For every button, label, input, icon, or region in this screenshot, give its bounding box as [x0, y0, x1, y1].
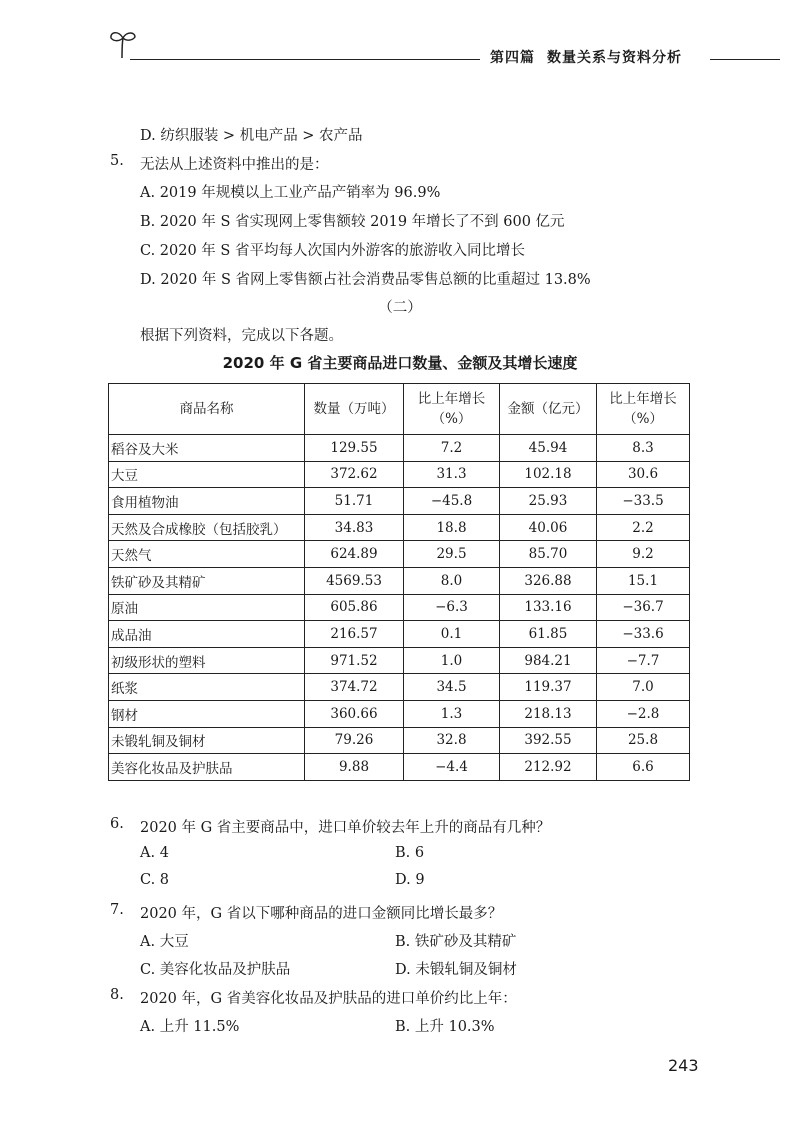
q5-option-a[interactable]: A. 2019 年规模以上工业产品产销率为 96.9% — [140, 185, 441, 201]
cell-qty: 624.89 — [305, 541, 404, 568]
header-qty-growth-line2: （%） — [431, 411, 472, 427]
cell-name: 天然气 — [109, 541, 305, 568]
cell-qty: 79.26 — [305, 727, 404, 754]
cell-qty: 372.62 — [305, 461, 404, 488]
prev-option-d: D. 纺织服装 > 机电产品 > 农产品 — [140, 128, 363, 144]
cell-name: 纸浆 — [109, 674, 305, 701]
chapter-part: 第四篇 — [490, 50, 535, 66]
cell-amount-growth: 2.2 — [597, 514, 690, 541]
q6-option-d[interactable]: D. 9 — [395, 872, 425, 888]
cell-qty-growth: 34.5 — [404, 674, 500, 701]
cell-qty-growth: 31.3 — [404, 461, 500, 488]
cell-qty-growth: 29.5 — [404, 541, 500, 568]
cell-qty: 374.72 — [305, 674, 404, 701]
header-qty: 数量（万吨） — [305, 384, 404, 435]
q5-option-c[interactable]: C. 2020 年 S 省平均每人次国内外游客的旅游收入同比增长 — [140, 243, 525, 259]
cell-qty-growth: −6.3 — [404, 594, 500, 621]
cell-name: 食用植物油 — [109, 488, 305, 515]
q6-option-a[interactable]: A. 4 — [140, 845, 169, 861]
cell-amount: 61.85 — [500, 621, 597, 648]
cell-qty: 34.83 — [305, 514, 404, 541]
cell-name: 铁矿砂及其精矿 — [109, 567, 305, 594]
cell-amount: 133.16 — [500, 594, 597, 621]
cell-amount-growth: −33.5 — [597, 488, 690, 515]
cell-qty-growth: 32.8 — [404, 727, 500, 754]
header-qty-growth — [404, 384, 500, 435]
header-amount-growth — [597, 384, 690, 435]
header-amount-growth-line1: 比上年增长 — [609, 391, 677, 407]
cell-qty: 9.88 — [305, 754, 404, 781]
table-row — [109, 621, 690, 648]
cell-amount-growth: 8.3 — [597, 435, 690, 462]
q5-stem: 无法从上述资料中推出的是： — [140, 157, 329, 173]
cell-qty: 360.66 — [305, 700, 404, 727]
cell-amount-growth: 6.6 — [597, 754, 690, 781]
q5-option-b[interactable]: B. 2020 年 S 省实现网上零售额较 2019 年增长了不到 600 亿元 — [140, 214, 565, 230]
cell-qty-growth: 18.8 — [404, 514, 500, 541]
table-row — [109, 647, 690, 674]
table-row — [109, 567, 690, 594]
table-row — [109, 754, 690, 781]
table-row — [109, 727, 690, 754]
cell-qty-growth: 1.3 — [404, 700, 500, 727]
cell-amount: 25.93 — [500, 488, 597, 515]
q7-option-a[interactable]: A. 大豆 — [140, 934, 189, 950]
q7-option-d[interactable]: D. 未锻轧铜及铜材 — [395, 962, 517, 978]
table-row — [109, 461, 690, 488]
cell-amount-growth: 9.2 — [597, 541, 690, 568]
q8-option-b[interactable]: B. 上升 10.3% — [395, 1019, 495, 1035]
cell-qty-growth: 7.2 — [404, 435, 500, 462]
cell-qty: 605.86 — [305, 594, 404, 621]
table-header-row — [109, 384, 690, 435]
cell-name: 原油 — [109, 594, 305, 621]
cell-qty-growth: 8.0 — [404, 567, 500, 594]
cell-qty: 51.71 — [305, 488, 404, 515]
q5-option-d[interactable]: D. 2020 年 S 省网上零售额占社会消费品零售总额的比重超过 13.8% — [140, 272, 591, 288]
header-qty-growth-line1: 比上年增长 — [417, 391, 486, 407]
q8-option-a[interactable]: A. 上升 11.5% — [140, 1019, 240, 1035]
cell-qty-growth: −45.8 — [404, 488, 500, 515]
cell-amount: 218.13 — [500, 700, 597, 727]
cell-amount-growth: −2.8 — [597, 700, 690, 727]
cell-amount: 85.70 — [500, 541, 597, 568]
cell-amount: 212.92 — [500, 754, 597, 781]
header-rule-left — [130, 59, 480, 60]
cell-qty-growth: 1.0 — [404, 647, 500, 674]
table-row — [109, 488, 690, 515]
q6-stem: 2020 年 G 省主要商品中，进口单价较去年上升的商品有几种？ — [140, 820, 551, 836]
cell-amount: 326.88 — [500, 567, 597, 594]
page-number: 243 — [668, 1056, 699, 1075]
cell-qty-growth: 0.1 — [404, 621, 500, 648]
table-row — [109, 700, 690, 727]
instruction-text: 根据下列资料，完成以下各题。 — [140, 328, 343, 344]
cell-qty-growth: −4.4 — [404, 754, 500, 781]
q7-stem: 2020 年，G 省以下哪种商品的进口金额同比增长最多？ — [140, 906, 503, 922]
cell-amount-growth: −36.7 — [597, 594, 690, 621]
cell-name: 美容化妆品及护肤品 — [109, 754, 305, 781]
header-name: 商品名称 — [109, 384, 305, 435]
cell-name: 初级形状的塑料 — [109, 647, 305, 674]
q5-number: 5. — [110, 153, 124, 169]
table-row — [109, 594, 690, 621]
q7-number: 7. — [110, 902, 124, 918]
cell-qty: 971.52 — [305, 647, 404, 674]
q6-option-c[interactable]: C. 8 — [140, 872, 170, 888]
chapter-header — [490, 47, 682, 67]
header-amount: 金额（亿元） — [500, 384, 597, 435]
import-data-table — [108, 383, 690, 781]
q7-option-b[interactable]: B. 铁矿砂及其精矿 — [395, 934, 517, 950]
table-row — [109, 541, 690, 568]
header-amount-growth-line2: （%） — [623, 411, 663, 427]
cell-amount: 392.55 — [500, 727, 597, 754]
sprout-icon — [106, 26, 140, 60]
cell-amount: 102.18 — [500, 461, 597, 488]
table-title: 2020 年 G 省主要商品进口数量、金额及其增长速度 — [222, 354, 578, 372]
q7-option-c[interactable]: C. 美容化妆品及护肤品 — [140, 962, 291, 978]
cell-qty: 4569.53 — [305, 567, 404, 594]
header-rule-right — [710, 59, 780, 60]
section-label: （二） — [378, 300, 422, 316]
table-row — [109, 435, 690, 462]
cell-amount-growth: −7.7 — [597, 647, 690, 674]
cell-amount-growth: 15.1 — [597, 567, 690, 594]
cell-name: 成品油 — [109, 621, 305, 648]
q6-option-b[interactable]: B. 6 — [395, 845, 425, 861]
cell-amount-growth: 25.8 — [597, 727, 690, 754]
cell-qty: 129.55 — [305, 435, 404, 462]
cell-amount-growth: 30.6 — [597, 461, 690, 488]
cell-name: 未锻轧铜及铜材 — [109, 727, 305, 754]
cell-name: 天然及合成橡胶（包括胶乳） — [109, 514, 305, 541]
cell-amount-growth: 7.0 — [597, 674, 690, 701]
cell-amount-growth: −33.6 — [597, 621, 690, 648]
cell-amount: 984.21 — [500, 647, 597, 674]
cell-name: 稻谷及大米 — [109, 435, 305, 462]
cell-name: 钢材 — [109, 700, 305, 727]
table-row — [109, 674, 690, 701]
chapter-title: 数量关系与资料分析 — [547, 50, 682, 66]
q8-stem: 2020 年，G 省美容化妆品及护肤品的进口单价约比上年： — [140, 991, 517, 1007]
cell-qty: 216.57 — [305, 621, 404, 648]
q8-number: 8. — [110, 987, 124, 1003]
table-row — [109, 514, 690, 541]
q6-number: 6. — [110, 816, 124, 832]
cell-amount: 40.06 — [500, 514, 597, 541]
cell-amount: 45.94 — [500, 435, 597, 462]
cell-name: 大豆 — [109, 461, 305, 488]
cell-amount: 119.37 — [500, 674, 597, 701]
